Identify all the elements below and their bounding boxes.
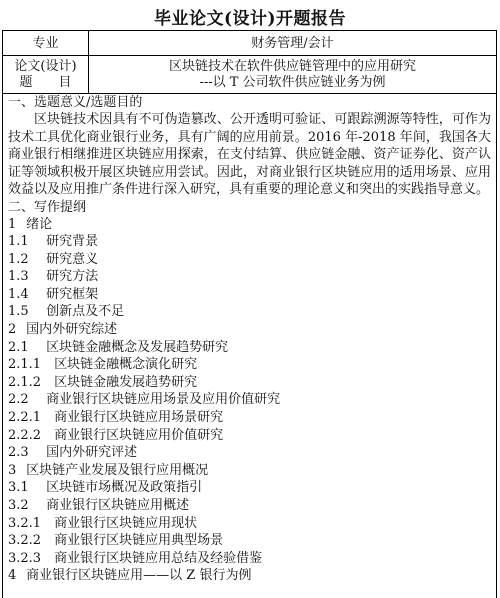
outline-item	[8, 550, 491, 568]
outline-item	[8, 391, 491, 409]
outline-item-number: 1.3	[8, 269, 29, 285]
outline-item-text: 区块链产业发展及银行应用概况	[26, 462, 209, 478]
outline-item	[8, 251, 491, 269]
outline-item	[8, 268, 491, 286]
topic-value-line1: 区块链技术在软件供应链管理中的应用研究	[168, 58, 416, 74]
outline-item-text: 商业银行区块链应用典型场景	[54, 533, 224, 549]
outline-item-text: 区块链金融概念及发展趋势研究	[46, 339, 229, 355]
outline-item-number: 2	[8, 322, 17, 338]
outline-item-text: 研究方法	[46, 269, 99, 285]
outline-item	[8, 233, 491, 251]
outline-item-number: 2.1.1	[8, 357, 42, 373]
outline-item-text: 商业银行区块链应用总结及经验借鉴	[54, 550, 263, 566]
outline-item	[8, 321, 491, 339]
outline-item	[8, 339, 491, 357]
outline-item-number: 1.2	[8, 251, 29, 267]
outline-item-text: 区块链市场概况及政策指引	[46, 480, 203, 496]
outline-item-text: 绪论	[26, 216, 53, 232]
topic-value	[89, 56, 496, 93]
outline-item	[8, 286, 491, 304]
outline-item-number: 1.1	[8, 234, 29, 250]
outline-item-number: 1.5	[8, 304, 29, 320]
outline-item-text: 国内外研究综述	[26, 322, 118, 338]
outline-item	[8, 427, 491, 445]
outline-item-text: 区块链金融概念演化研究	[54, 357, 198, 373]
proposal-form-table	[2, 30, 497, 598]
outline-item-text: 创新点及不足	[46, 304, 125, 320]
outline-item-text: 区块链金融发展趋势研究	[54, 374, 198, 390]
outline-item-number: 2.2	[8, 392, 29, 408]
outline-item	[8, 462, 491, 480]
outline-item-number: 2.3	[8, 445, 29, 461]
outline-item-text: 商业银行区块链应用——以 Z 银行为例	[26, 568, 252, 584]
outline-item	[8, 216, 491, 234]
outline-item-number: 3.2.2	[8, 533, 42, 549]
outline-item-text: 商业银行区块链应用价值研究	[54, 427, 224, 443]
outline-item-number: 2.2.2	[8, 427, 42, 443]
outline-item	[8, 532, 491, 550]
topic-label-line1: 论文(设计)	[14, 58, 77, 74]
outline-item	[8, 515, 491, 533]
proposal-body	[3, 94, 496, 598]
outline-item-number: 1.4	[8, 286, 29, 302]
outline-item-text: 研究背景	[46, 234, 99, 250]
major-value: 财务管理/会计	[251, 36, 334, 51]
section1-heading: 一、选题意义/选题目的	[8, 95, 143, 110]
outline-list	[8, 216, 491, 585]
outline-item-text: 商业银行区块链应用现状	[54, 515, 198, 531]
outline-item-text: 商业银行区块链应用场景研究	[54, 410, 224, 426]
outline-item	[8, 567, 491, 585]
outline-item	[8, 444, 491, 462]
outline-item	[8, 479, 491, 497]
outline-item-number: 3	[8, 462, 17, 478]
outline-item-text: 国内外研究评述	[46, 445, 138, 461]
outline-item	[8, 374, 491, 392]
topic-label	[3, 56, 89, 93]
major-row	[3, 31, 496, 56]
outline-item-number: 3.2	[8, 498, 29, 513]
topic-row	[3, 56, 496, 94]
outline-item-number: 3.2.1	[8, 515, 42, 531]
topic-value-line2: ---以 T 公司软件供应链业务为例	[199, 74, 386, 90]
outline-item	[8, 303, 491, 321]
outline-item	[8, 497, 491, 515]
topic-label-line2: 题 目	[19, 74, 72, 90]
outline-item-number: 1	[8, 216, 17, 232]
outline-item-text: 研究框架	[46, 286, 99, 302]
outline-item	[8, 409, 491, 427]
outline-item-number: 3.2.3	[8, 550, 42, 566]
outline-item-number: 2.1	[8, 339, 29, 355]
outline-item-text: 研究意义	[46, 251, 99, 267]
document-title: 毕业论文(设计)开题报告	[153, 9, 347, 29]
outline-item-text: 商业银行区块链应用概述	[46, 498, 190, 513]
outline-item	[8, 356, 491, 374]
outline-item-number: 4	[8, 568, 17, 584]
outline-item-number: 3.1	[8, 480, 29, 496]
major-label: 专业	[3, 31, 89, 55]
outline-item-number: 2.2.1	[8, 410, 42, 426]
section1-paragraph: 区块链技术因具有不可伪造篡改、公开透明可验证、可跟踪溯源等特性，可作为技术工具优化商业银行业务，具有广阔的应用前景。2016 年-2018 年间，我国各大商业银行相继推进区块链应用探索，在支付结算、供应链金融、资产证券化、资产认证等领域积极开展区块链应用尝试。因此，对商业银行区块链应用的适用场景、应用效益以及应用推广条件进行深入研究，具有重要的理论意义和突出的实践指导意义。	[8, 112, 491, 197]
outline-item-number: 2.1.2	[8, 374, 42, 390]
section2-heading: 二、写作提纲	[8, 199, 87, 215]
outline-item-text: 商业银行区块链应用场景及应用价值研究	[46, 392, 281, 408]
